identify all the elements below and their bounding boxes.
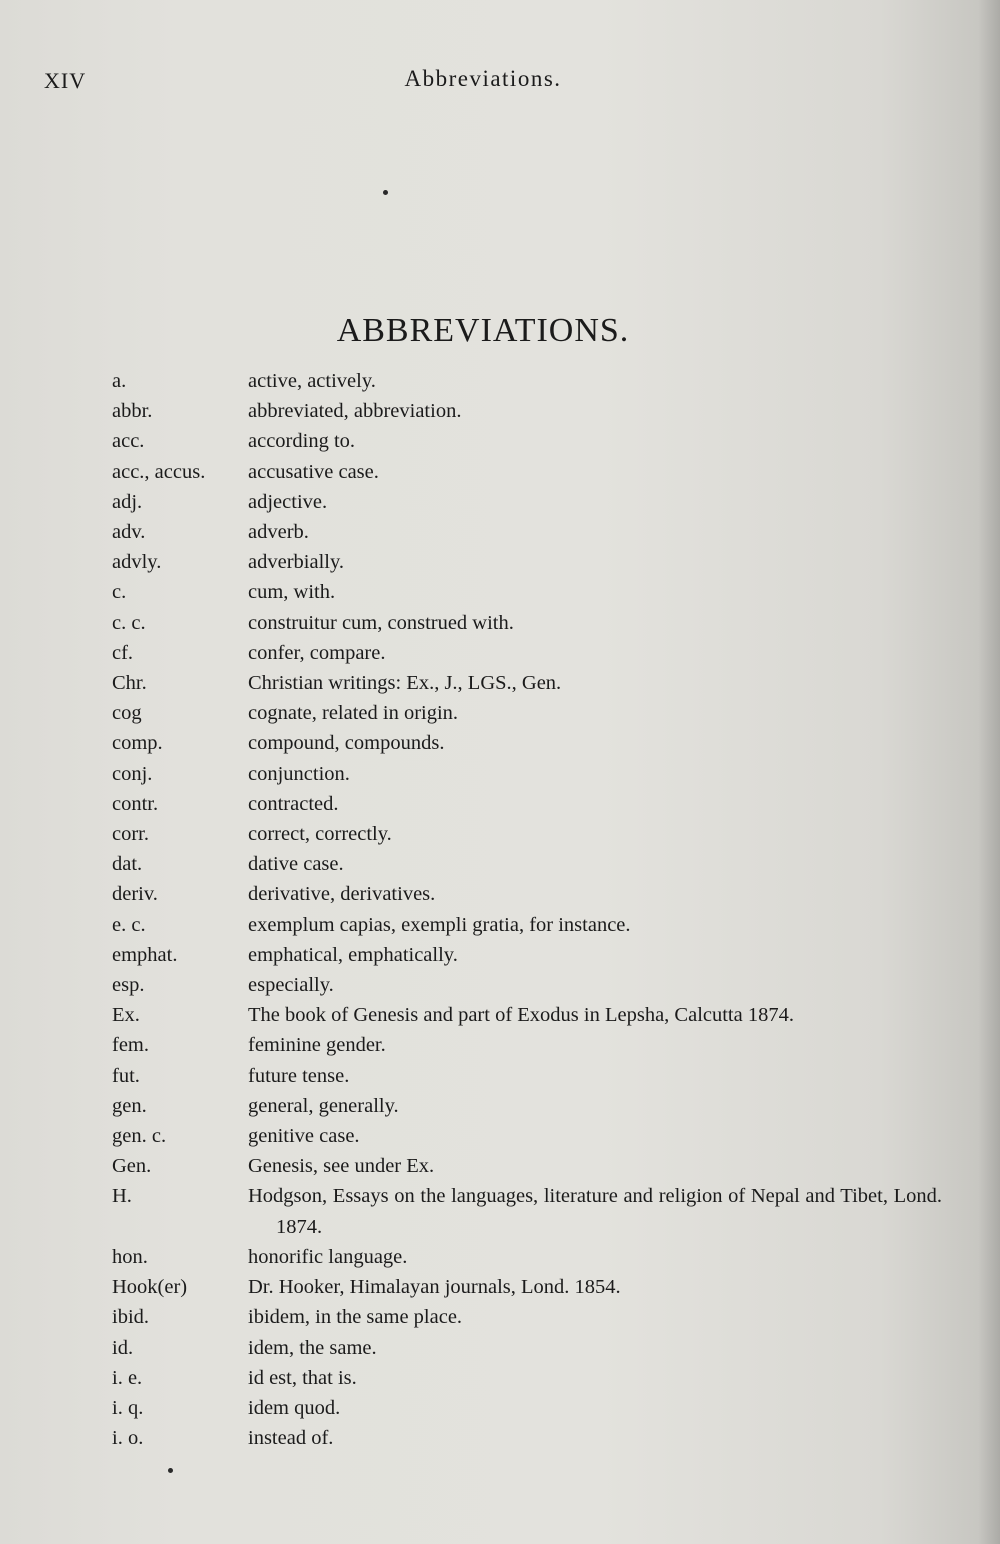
abbreviation-entry (112, 1151, 932, 1181)
abbreviation-term: corr. (112, 823, 149, 846)
abbreviation-term: i. q. (112, 1396, 144, 1419)
abbreviation-term: cf. (112, 641, 134, 664)
abbreviation-definition: exemplum capias, exempli gratia, for instance. (248, 913, 631, 936)
abbreviation-definition: id est, that is. (248, 1366, 357, 1389)
abbreviation-entry (112, 1423, 932, 1453)
abbreviation-definition: The book of Genesis and part of Exodus in Lepsha, Calcutta 1874. (248, 1004, 794, 1027)
abbreviation-term: conj. (112, 762, 153, 785)
abbreviation-term: dat. (112, 853, 143, 876)
abbreviation-entry (112, 759, 932, 789)
abbreviation-definition: feminine gender. (248, 1034, 386, 1057)
abbreviation-entry (112, 1000, 932, 1030)
abbreviation-term: i. e. (112, 1366, 143, 1389)
abbreviation-definition: emphatical, emphatically. (248, 943, 458, 966)
abbreviation-definition: construitur cum, construed with. (248, 611, 514, 634)
abbreviation-definition: Genesis, see under Ex. (248, 1155, 435, 1178)
abbreviation-entry (112, 1030, 932, 1060)
abbreviation-definition: Dr. Hooker, Himalayan journals, Lond. 1854. (248, 1276, 621, 1299)
abbreviation-entry (112, 970, 932, 1000)
abbreviation-term: acc., accus. (112, 460, 206, 483)
abbreviation-definition: future tense. (248, 1064, 350, 1087)
abbreviation-term: id. (112, 1336, 134, 1359)
abbreviation-entry (112, 1121, 932, 1151)
abbreviation-term: Chr. (112, 672, 147, 695)
abbreviation-entry (112, 910, 932, 940)
abbreviation-definition: especially. (248, 974, 334, 997)
abbreviation-term: ibid. (112, 1306, 150, 1329)
abbreviation-definition: adverb. (248, 521, 309, 544)
abbreviation-term: abbr. (112, 400, 153, 423)
abbreviation-entry (112, 638, 932, 668)
abbreviation-entry (112, 1333, 932, 1363)
abbreviation-term: fem. (112, 1034, 149, 1057)
abbreviation-term: H. (112, 1185, 132, 1208)
abbreviation-definition: adjective. (248, 490, 328, 513)
abbreviation-definition: Hodgson, Essays on the languages, literature and religion of Nepal and Tibet, Lond. 1874. (248, 1185, 942, 1238)
abbreviation-definition: ibidem, in the same place. (248, 1306, 463, 1329)
abbreviation-definition: according to. (248, 430, 356, 453)
abbreviation-entry (112, 728, 932, 758)
abbreviation-entry (112, 1363, 932, 1393)
abbreviation-definition: active, actively. (248, 370, 376, 392)
abbreviation-entry (112, 789, 932, 819)
abbreviation-term: cog (112, 702, 142, 725)
abbreviation-definition: accusative case. (248, 460, 379, 483)
abbreviation-definition: correct, correctly. (248, 823, 392, 846)
abbreviation-term: acc. (112, 430, 145, 453)
running-head (0, 62, 1000, 102)
abbreviation-entry (112, 547, 932, 577)
abbreviation-entry (112, 426, 932, 456)
abbreviation-list (112, 366, 942, 1453)
abbreviation-entry (112, 940, 932, 970)
abbreviation-entry (112, 487, 932, 517)
abbreviation-term: gen. (112, 1094, 147, 1117)
abbreviation-definition: Christian writings: Ex., J., LGS., Gen. (248, 672, 562, 695)
abbreviation-term: Gen. (112, 1155, 152, 1178)
abbreviation-entry (112, 1393, 932, 1423)
abbreviation-entry (112, 608, 932, 638)
abbreviation-term: i. o. (112, 1427, 144, 1450)
abbreviation-definition: general, generally. (248, 1094, 399, 1117)
abbreviation-definition: cognate, related in origin. (248, 702, 459, 725)
abbreviation-term: hon. (112, 1245, 148, 1268)
abbreviation-term: Hook(er) (112, 1276, 188, 1299)
abbreviation-entry (112, 366, 932, 396)
abbreviation-term: e. c. (112, 913, 146, 936)
page-number: XIV (44, 68, 87, 93)
abbreviation-definition: instead of. (248, 1427, 334, 1450)
abbreviation-entry (112, 1091, 932, 1121)
print-speck (168, 1468, 173, 1473)
abbreviation-term: Ex. (112, 1004, 140, 1027)
abbreviation-term: adj. (112, 490, 143, 513)
abbreviation-definition: contracted. (248, 792, 339, 815)
abbreviation-definition: idem quod. (248, 1396, 341, 1419)
abbreviation-definition: idem, the same. (248, 1336, 377, 1359)
abbreviation-entry (112, 396, 932, 426)
abbreviation-entry (112, 577, 932, 607)
abbreviation-entry (112, 1061, 932, 1091)
abbreviation-term: fut. (112, 1064, 140, 1087)
abbreviation-entry (112, 1242, 932, 1272)
abbreviation-term: advly. (112, 551, 162, 574)
abbreviation-definition: derivative, derivatives. (248, 883, 436, 906)
abbreviation-term: esp. (112, 974, 145, 997)
abbreviation-term: gen. c. (112, 1125, 167, 1148)
abbreviation-entry (112, 879, 932, 909)
abbreviation-entry (112, 1272, 932, 1302)
abbreviation-entry (112, 819, 932, 849)
abbreviation-entry (112, 1181, 942, 1241)
abbreviation-definition: genitive case. (248, 1125, 360, 1148)
abbreviation-definition: honorific language. (248, 1245, 408, 1268)
abbreviation-definition: adverbially. (248, 551, 345, 574)
page-edge-shadow (978, 0, 1000, 1544)
abbreviation-entry (112, 517, 932, 547)
running-title: Abbreviations. (404, 66, 562, 91)
abbreviation-entry (112, 849, 932, 879)
print-speck (383, 190, 388, 195)
abbreviation-definition: confer, compare. (248, 641, 386, 664)
abbreviation-term: contr. (112, 792, 159, 815)
abbreviation-entry (112, 698, 932, 728)
abbreviation-term: emphat. (112, 943, 178, 966)
abbreviation-entry (112, 457, 932, 487)
abbreviation-term: a. (112, 370, 127, 392)
abbreviation-term: comp. (112, 732, 163, 755)
section-title: ABBREVIATIONS. (336, 312, 630, 349)
abbreviation-definition: compound, compounds. (248, 732, 445, 755)
abbreviation-term: adv. (112, 521, 146, 544)
abbreviation-term: c. c. (112, 611, 146, 634)
abbreviation-definition: abbreviated, abbreviation. (248, 400, 462, 423)
abbreviation-entry (112, 1302, 932, 1332)
abbreviation-term: deriv. (112, 883, 158, 906)
abbreviation-term: c. (112, 581, 127, 604)
abbreviation-definition: cum, with. (248, 581, 336, 604)
abbreviation-definition: conjunction. (248, 762, 350, 785)
abbreviation-entry (112, 668, 932, 698)
abbreviation-definition: dative case. (248, 853, 344, 876)
